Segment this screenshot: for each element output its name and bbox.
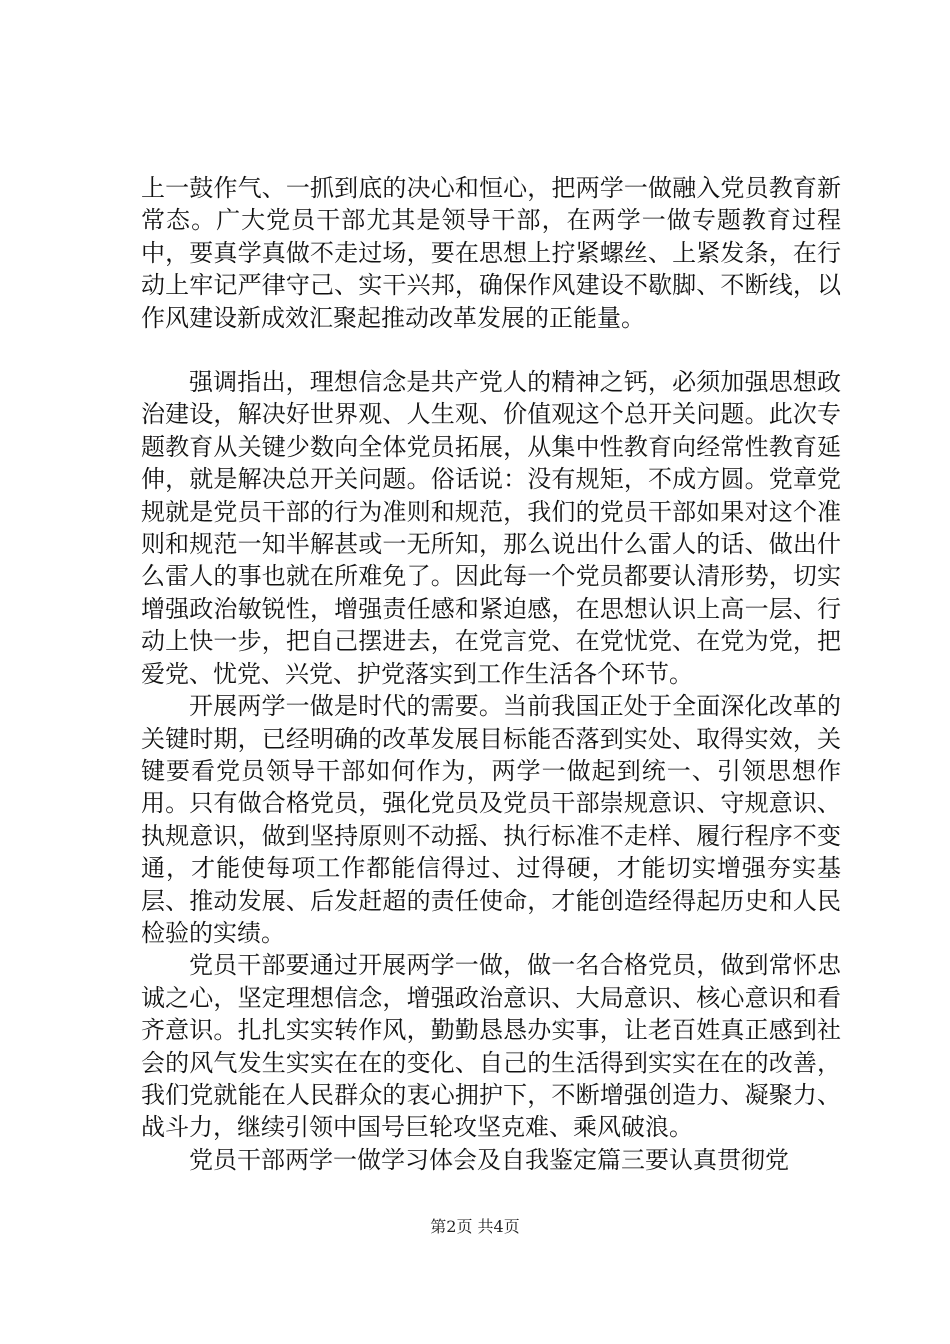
page-number-footer: 第2页 共4页: [430, 1217, 520, 1236]
paragraph-continuation: 上一鼓作气、一抓到底的决心和恒心，把两学一做融入党员教育新常态。广大党员干部尤其是领导干部，在两学一做专题教育过程中，要真学真做不走过场，要在思想上拧紧螺丝、上紧发条，在行动上牢记严律守己、实干兴邦，确保作风建设不歇脚、不断线，以作风建设新成效汇聚起推动改革发展的正能量。: [141, 174, 841, 332]
document-body: [141, 172, 841, 1176]
paragraph-part-three: 党员干部两学一做学习体会及自我鉴定篇三要认真贯彻党: [189, 1145, 789, 1174]
paragraph-ideals: 强调指出，理想信念是共产党人的精神之钙，必须加强思想政治建设，解决好世界观、人生观、价值观这个总开关问题。此次专题教育从关键少数向全体党员拓展，从集中性教育向经常性教育延伸，就是解决总开关问题。俗话说：没有规矩，不成方圆。党章党规就是党员干部的行为准则和规范，我们的党员干部如果对这个准则和规范一知半解甚或一无所知，那么说出什么雷人的话、做出什么雷人的事也就在所难免了。因此每一个党员都要认清形势，切实增强政治敏锐性，增强责任感和紧迫感，在思想认识上高一层、行动上快一步，把自己摆进去，在党言党、在党忧党、在党为党，把爱党、忧党、兴党、护党落实到工作生活各个环节。: [141, 368, 841, 688]
paragraph-qualified-member: 党员干部要通过开展两学一做，做一名合格党员，做到常怀忠诚之心，坚定理想信念，增强政治意识、大局意识、核心意识和看齐意识。扎扎实实转作风，勤勤恳恳办实事，让老百姓真正感到社会的风气发生实实在在的变化、自己的生活得到实实在在的改善，我们党就能在人民群众的衷心拥护下，不断增强创造力、凝聚力、战斗力，继续引领中国号巨轮攻坚克难、乘风破浪。: [141, 951, 841, 1142]
paragraph-era-needs: 开展两学一做是时代的需要。当前我国正处于全面深化改革的关键时期，已经明确的改革发展目标能否落到实处、取得实效，关键要看党员领导干部如何作为，两学一做起到统一、引领思想作用。只有做合格党员，强化党员及党员干部崇规意识、守规意识、执规意识，做到坚持原则不动摇、执行标准不走样、履行程序不变通，才能使每项工作都能信得过、过得硬，才能切实增强夯实基层、推动发展、后发赶超的责任使命，才能创造经得起历史和人民检验的实绩。: [141, 692, 841, 947]
